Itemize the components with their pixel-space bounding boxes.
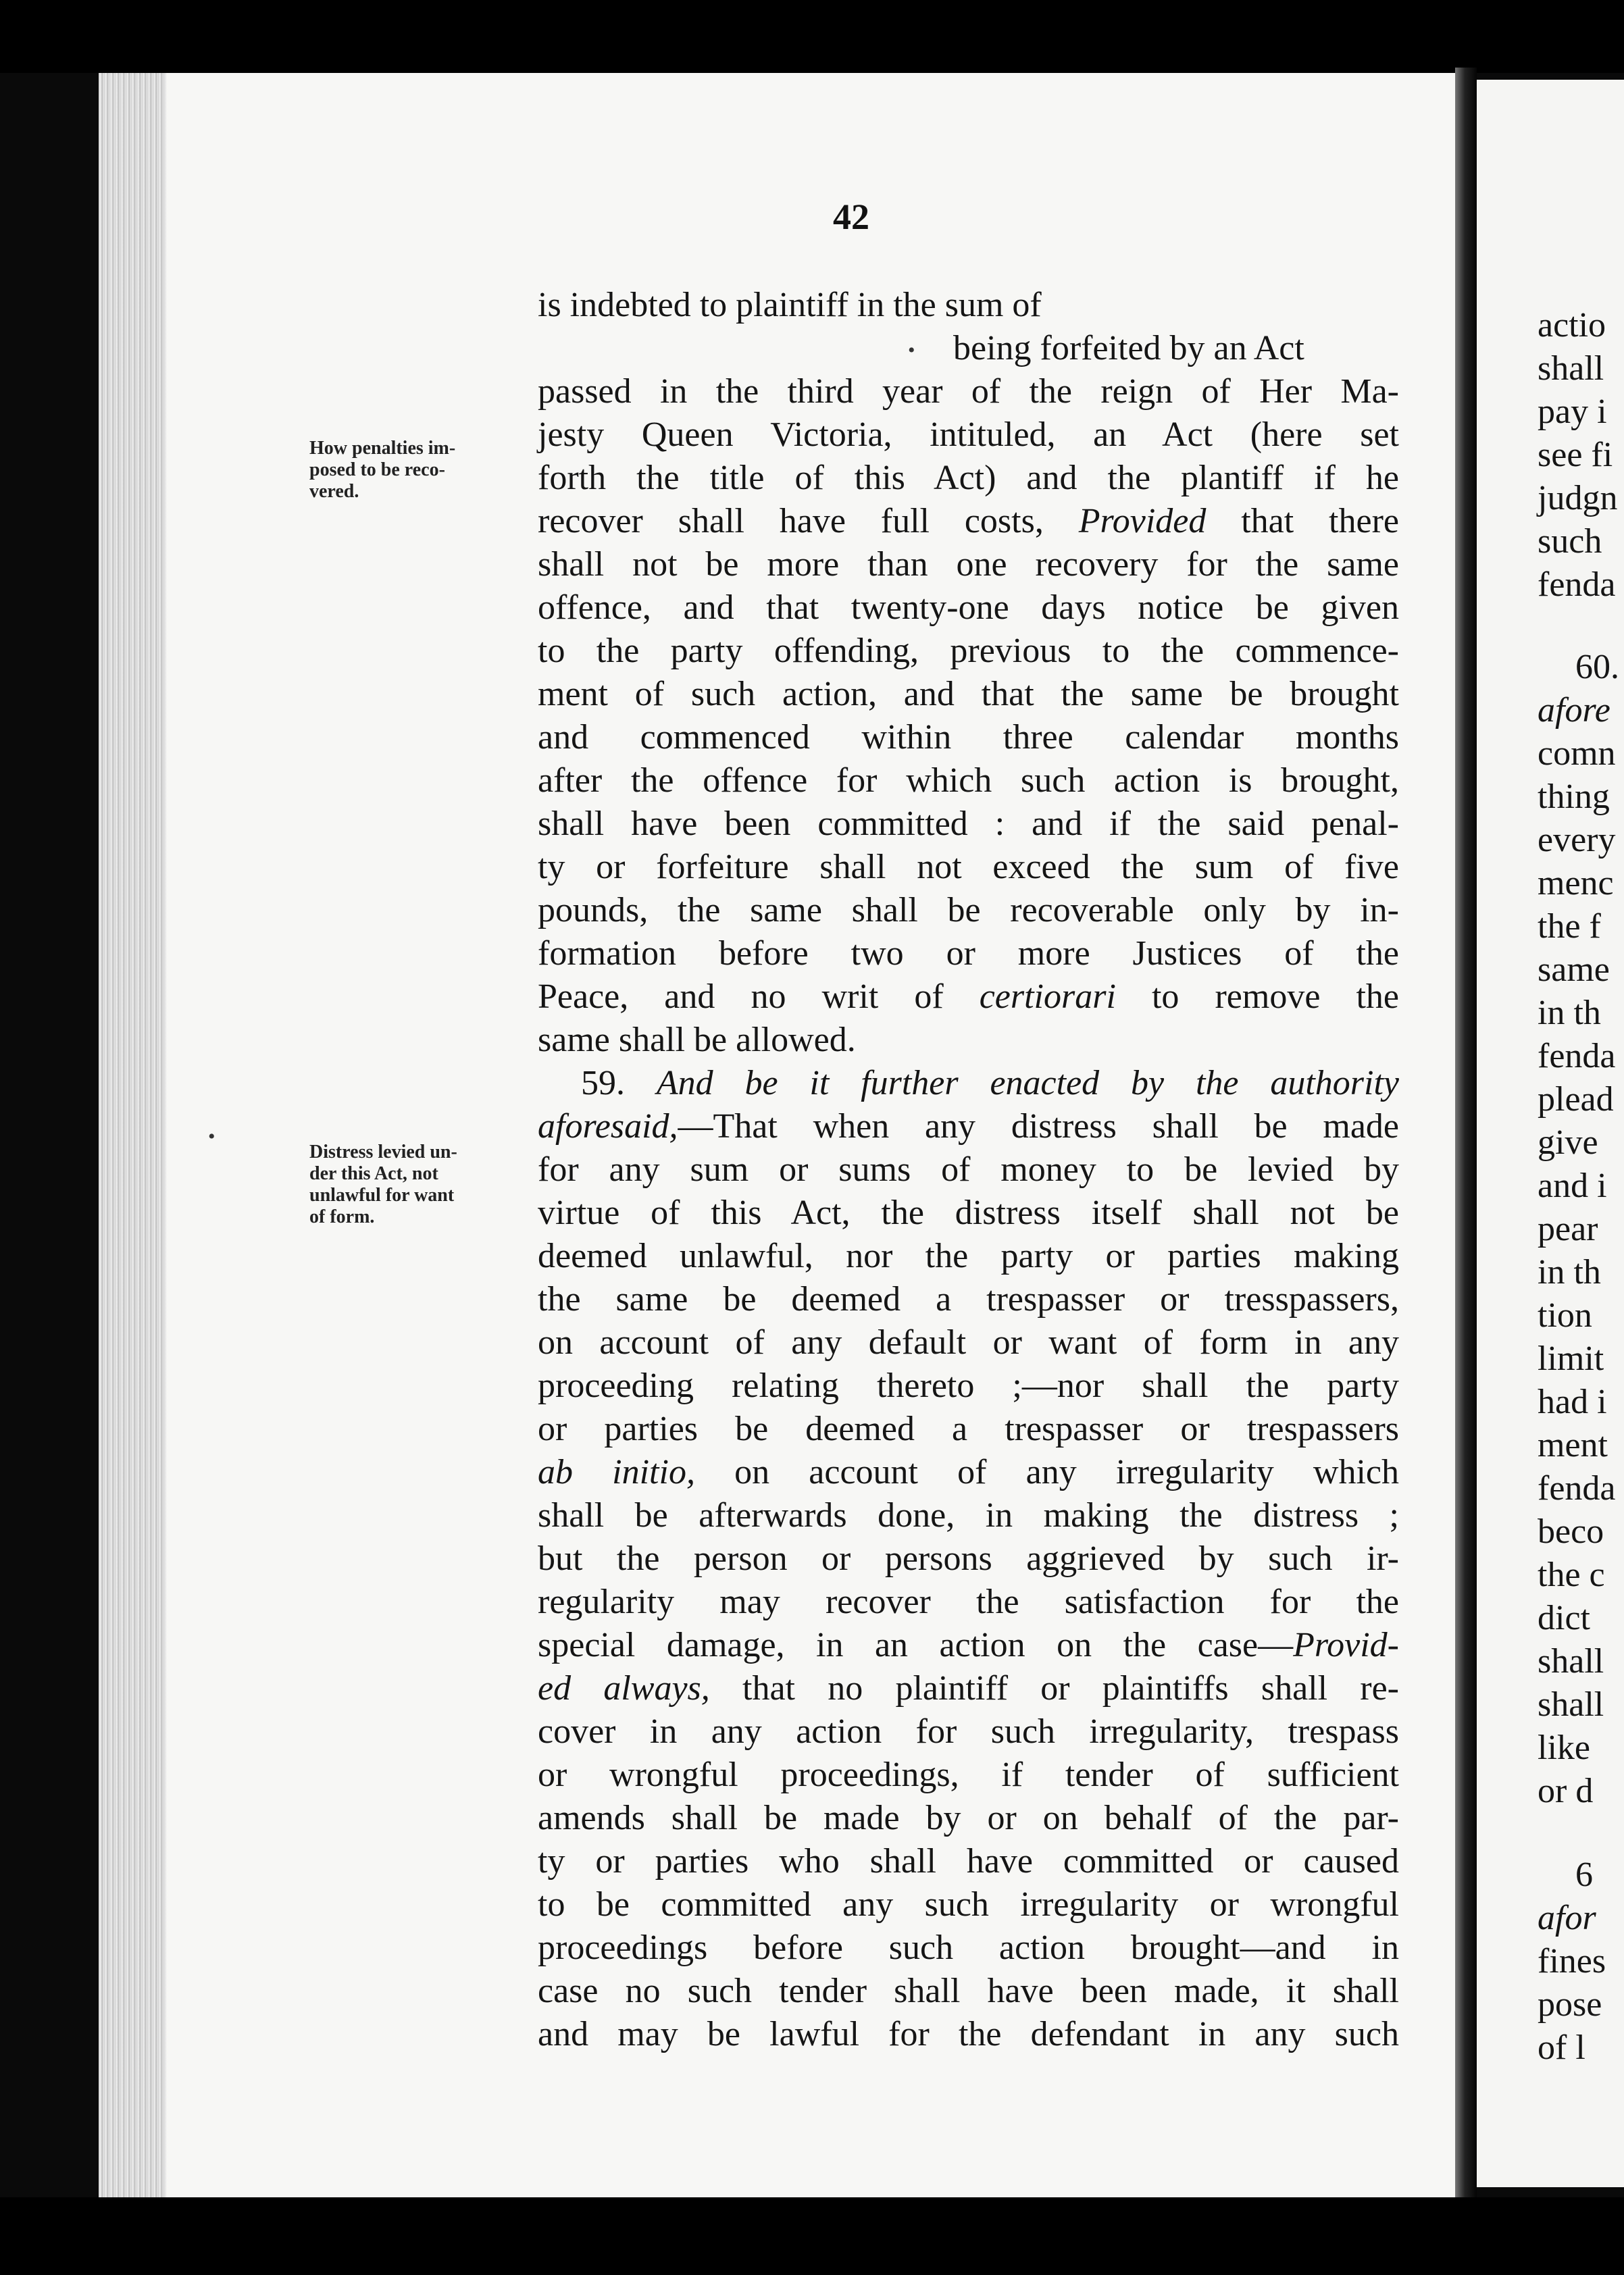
text-line: jesty Queen Victoria, intituled, an Act (here set xyxy=(538,415,1399,454)
text-line: 59. And be it further enacted by the authority xyxy=(581,1064,1399,1102)
right-text-line: menc xyxy=(1538,864,1614,902)
text-line: proceedings before such action brought—and in xyxy=(538,1928,1399,1967)
right-text-line: thing xyxy=(1538,777,1610,816)
right-text-line: the c xyxy=(1538,1556,1605,1594)
text-line: deemed unlawful, nor the party or parties making xyxy=(538,1237,1399,1275)
right-text-line: or d xyxy=(1538,1772,1594,1810)
book-gutter xyxy=(1455,68,1477,2202)
margin-note-penalties xyxy=(309,438,455,503)
text-line: proceeding relating thereto ;—nor shall the party xyxy=(538,1366,1399,1405)
text-line: ment of such action, and that the same be brought xyxy=(538,675,1399,713)
right-text-line: give xyxy=(1538,1123,1598,1162)
text-line: ab initio, on account of any irregularity which xyxy=(538,1453,1399,1491)
text-line: Peace, and no writ of certiorari to remove the xyxy=(538,977,1399,1016)
text-line: or wrongful proceedings, if tender of sufficient xyxy=(538,1756,1399,1794)
text-line: for any sum or sums of money to be levied by xyxy=(538,1150,1399,1189)
text-line: special damage, in an action on the case—Provid- xyxy=(538,1626,1399,1664)
text-line: passed in the third year of the reign of Her Ma- xyxy=(538,372,1399,411)
print-speck: • xyxy=(208,1125,215,1148)
margin-note-line: Distress levied un- xyxy=(309,1142,457,1162)
text-line: ty or parties who shall have committed or caused xyxy=(538,1842,1399,1881)
right-text-line: same xyxy=(1538,950,1610,989)
right-text-line: had i xyxy=(1538,1383,1607,1421)
text-line: amends shall be made by or on behalf of the par- xyxy=(538,1799,1399,1837)
margin-note-line: posed to be reco- xyxy=(309,459,445,480)
text-line: on account of any default or want of form in any xyxy=(538,1323,1399,1362)
right-text-line: shall xyxy=(1538,1685,1604,1724)
margin-note-line: unlawful for want xyxy=(309,1185,455,1206)
margin-note-distress xyxy=(309,1142,457,1228)
page-edges xyxy=(99,73,166,2197)
text-line: shall be afterwards done, in making the distress ; xyxy=(538,1496,1399,1535)
right-text-line: and i xyxy=(1538,1167,1607,1205)
right-text-line: fenda xyxy=(1538,565,1616,604)
right-text-line: in th xyxy=(1538,994,1601,1032)
right-text-line: fenda xyxy=(1538,1037,1616,1075)
right-text-line: in th xyxy=(1538,1253,1601,1292)
text-line: being forfeited by an Act xyxy=(953,329,1304,367)
right-text-line: pear xyxy=(1538,1210,1598,1248)
right-text-line: ment xyxy=(1538,1426,1608,1464)
text-line: to be committed any such irregularity or wrongful xyxy=(538,1885,1399,1924)
print-speck: • xyxy=(908,339,915,361)
margin-note-line: How penalties im- xyxy=(309,438,456,459)
right-text-line: fines xyxy=(1538,1942,1606,1980)
right-text-line: actio xyxy=(1538,306,1606,344)
margin-note-line: der this Act, not xyxy=(309,1163,438,1184)
text-line: formation before two or more Justices of the xyxy=(538,934,1399,973)
scan-border-top xyxy=(0,0,1624,73)
text-line: the same be deemed a trespasser or tresspassers, xyxy=(538,1280,1399,1319)
right-text-line: comn xyxy=(1538,734,1616,773)
right-text-line: pose xyxy=(1538,1985,1602,2024)
text-line: forth the title of this Act) and the plantiff if he xyxy=(538,459,1399,497)
body-text xyxy=(538,284,1399,2056)
text-line: or parties be deemed a trespasser or trespassers xyxy=(538,1410,1399,1448)
text-line: same shall be allowed. xyxy=(538,1021,856,1059)
right-text-line: every xyxy=(1538,821,1616,859)
right-text-line: fenda xyxy=(1538,1469,1616,1508)
text-line: cover in any action for such irregularity, trespass xyxy=(538,1712,1399,1751)
text-line: to the party offending, previous to the commence- xyxy=(538,632,1399,670)
text-line: pounds, the same shall be recoverable only by in- xyxy=(538,891,1399,929)
right-text-line: beco xyxy=(1538,1512,1604,1551)
right-text-line: such xyxy=(1538,522,1602,561)
text-line: and may be lawful for the defendant in any such xyxy=(538,2015,1399,2053)
right-text-line: 60. xyxy=(1575,648,1619,686)
right-text-line: see fi xyxy=(1538,436,1613,474)
text-line: case no such tender shall have been made, it shall xyxy=(538,1972,1399,2010)
text-line: and commenced within three calendar months xyxy=(538,718,1399,757)
right-text-line: the f xyxy=(1538,907,1601,946)
text-line: aforesaid,—That when any distress shall be made xyxy=(538,1107,1399,1146)
margin-note-line: vered. xyxy=(309,481,359,502)
text-line: ty or forfeiture shall not exceed the sum of five xyxy=(538,848,1399,886)
text-line: virtue of this Act, the distress itself shall not be xyxy=(538,1194,1399,1232)
right-text-line: afor xyxy=(1538,1899,1596,1937)
text-line: after the offence for which such action is brought, xyxy=(538,761,1399,800)
right-text-line: plead xyxy=(1538,1080,1614,1119)
margin-note-line: of form. xyxy=(309,1206,375,1227)
text-line: shall not be more than one recovery for the same xyxy=(538,545,1399,584)
text-line: regularity may recover the satisfaction for the xyxy=(538,1583,1399,1621)
right-text-line: pay i xyxy=(1538,392,1607,431)
right-text-line: shall xyxy=(1538,1642,1604,1681)
right-text-line: like xyxy=(1538,1729,1590,1767)
text-line: recover shall have full costs, Provided that there xyxy=(538,502,1399,540)
page-number: 42 xyxy=(833,197,869,237)
right-text-line: 6 xyxy=(1575,1856,1593,1894)
text-line: but the person or persons aggrieved by such ir- xyxy=(538,1539,1399,1578)
right-text-line: tion xyxy=(1538,1296,1592,1335)
right-text-line: limit xyxy=(1538,1339,1604,1378)
scan-border-bottom xyxy=(0,2197,1624,2275)
right-text-line: shall xyxy=(1538,349,1604,388)
right-text-line: afore xyxy=(1538,691,1610,730)
right-page-fragment xyxy=(1477,80,1624,2187)
text-line: ed always, that no plaintiff or plaintiffs shall re- xyxy=(538,1669,1399,1708)
right-text-line: judgn xyxy=(1538,479,1618,517)
text-line: shall have been committed : and if the said penal- xyxy=(538,804,1399,843)
text-line: is indebted to plaintiff in the sum of xyxy=(538,286,1042,324)
right-text-line: of l xyxy=(1538,2028,1585,2067)
right-text-line: dict xyxy=(1538,1599,1590,1637)
text-line: offence, and that twenty-one days notice be given xyxy=(538,588,1399,627)
